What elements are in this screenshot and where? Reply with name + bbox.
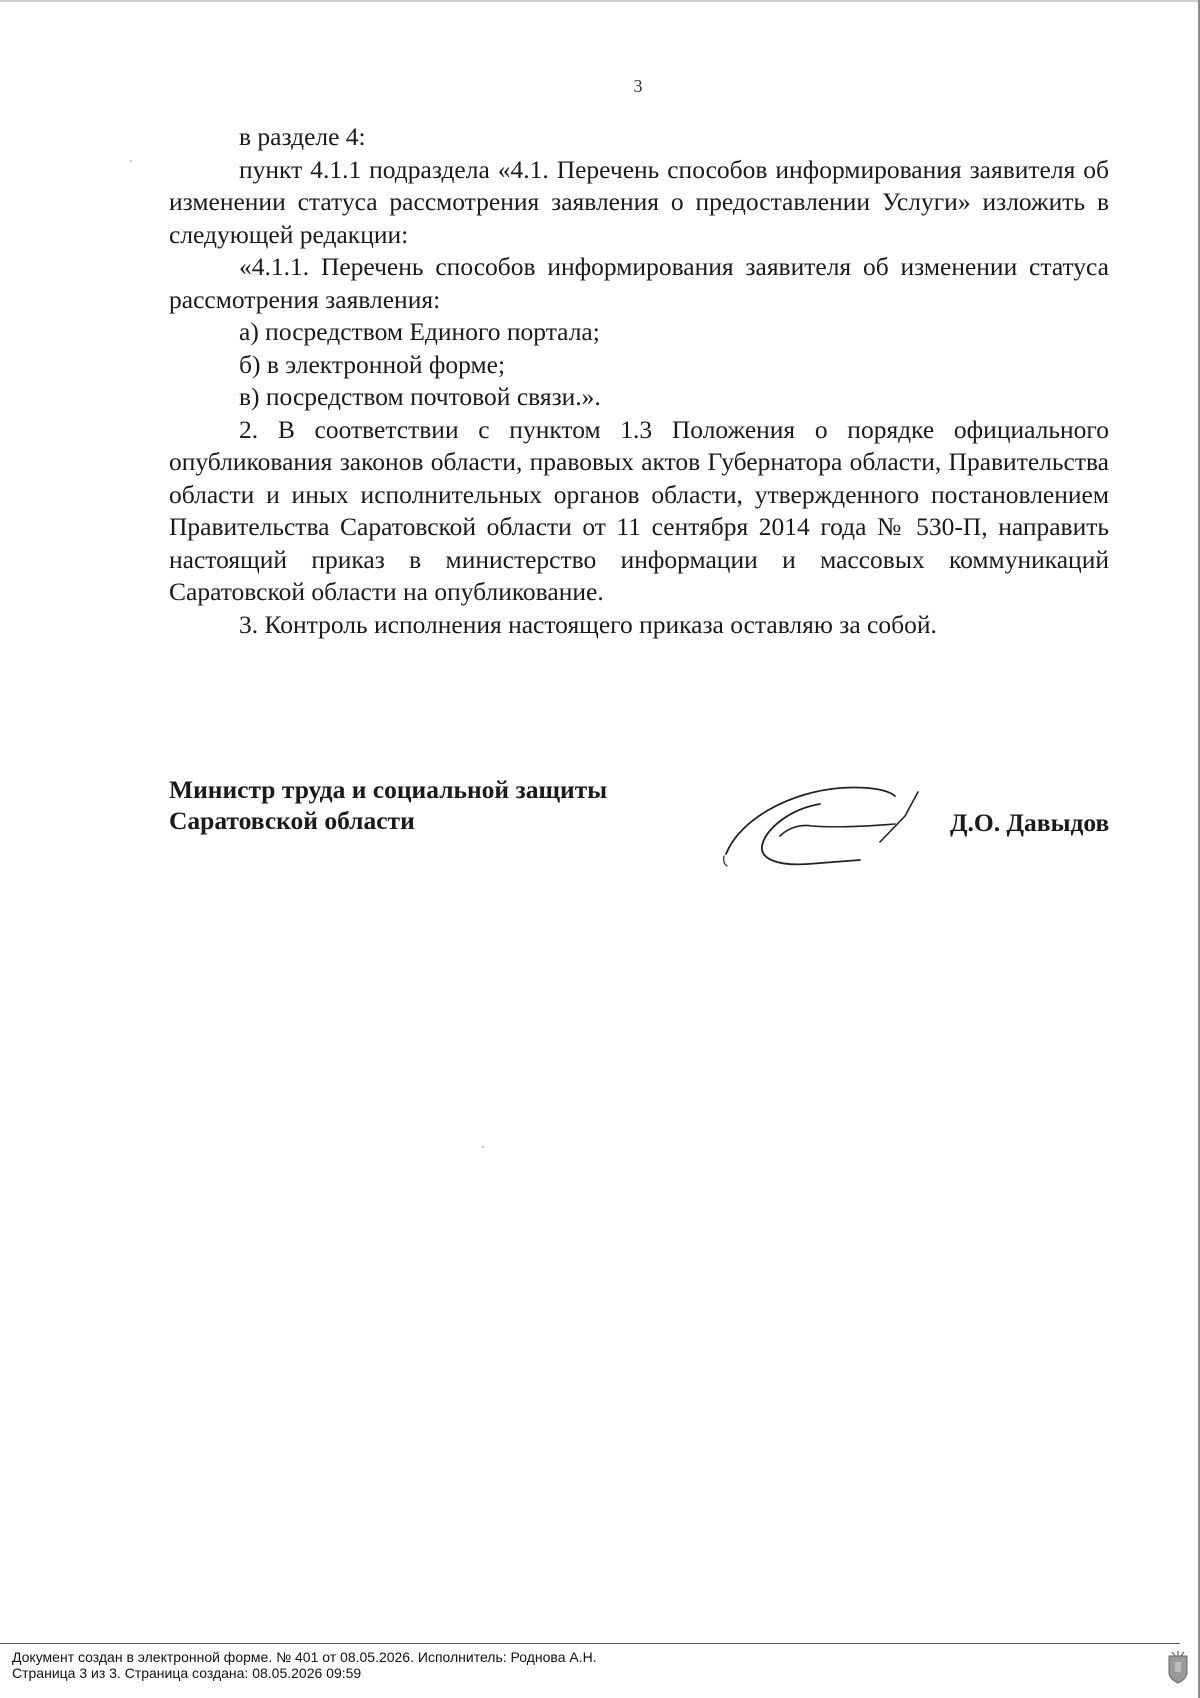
signatory-name: Д.О. Давыдов: [950, 808, 1110, 837]
body-paragraph: «4.1.1. Перечень способов информирования заявителя об изменении статуса рассмотрения заявления:: [169, 252, 1109, 314]
body-paragraph: пункт 4.1.1 подраздела «4.1. Перечень способов информирования заявителя об изменении статуса рассмотрения заявления о предоставлении Услуги» изложить в следующей редакции:: [169, 154, 1109, 249]
footer-document-info: Документ создан в электронной форме. № 401 от 08.05.2026. Исполнитель: Роднова А.Н.: [12, 1649, 597, 1665]
body-paragraph: б) в электронной форме;: [239, 349, 506, 379]
body-paragraph: в разделе 4:: [239, 122, 366, 151]
signatory-position-line: Министр труда и социальной защиты: [169, 775, 608, 804]
footer-page-info: Страница 3 из 3. Страница создана: 08.05.2026 09:59: [12, 1665, 362, 1681]
handwritten-signature: [720, 774, 950, 884]
body-paragraph: 3. Контроль исполнения настоящего приказа оставляю за собой.: [239, 609, 937, 639]
page-edge-top: [0, 0, 1200, 2]
scan-speck: [130, 160, 132, 162]
body-paragraph: в) посредством почтовой связи.».: [239, 382, 601, 411]
page-number: 3: [633, 76, 643, 96]
scan-speck: [482, 1146, 484, 1148]
emblem-icon: [1166, 1650, 1190, 1684]
signatory-position-line: Саратовской области: [169, 806, 415, 835]
body-paragraph: 2. В соответствии с пунктом 1.3 Положения о порядке официального опубликования законов области, правовых актов Губернатора области, Правительства области и иных исполнительных органов области, утвержденного постановлением Правительства Саратовской области от 11 сентября 2014 года № 530-П, направить настоящий приказ в министерство информации и массовых коммуникаций Саратовской области на опубликование.: [169, 414, 1109, 606]
footer: [12, 1649, 597, 1681]
document-body: [169, 121, 1109, 641]
footer-divider: [0, 1643, 1180, 1644]
body-paragraph: а) посредством Единого портала;: [239, 317, 600, 346]
signatory-position: [169, 774, 607, 836]
